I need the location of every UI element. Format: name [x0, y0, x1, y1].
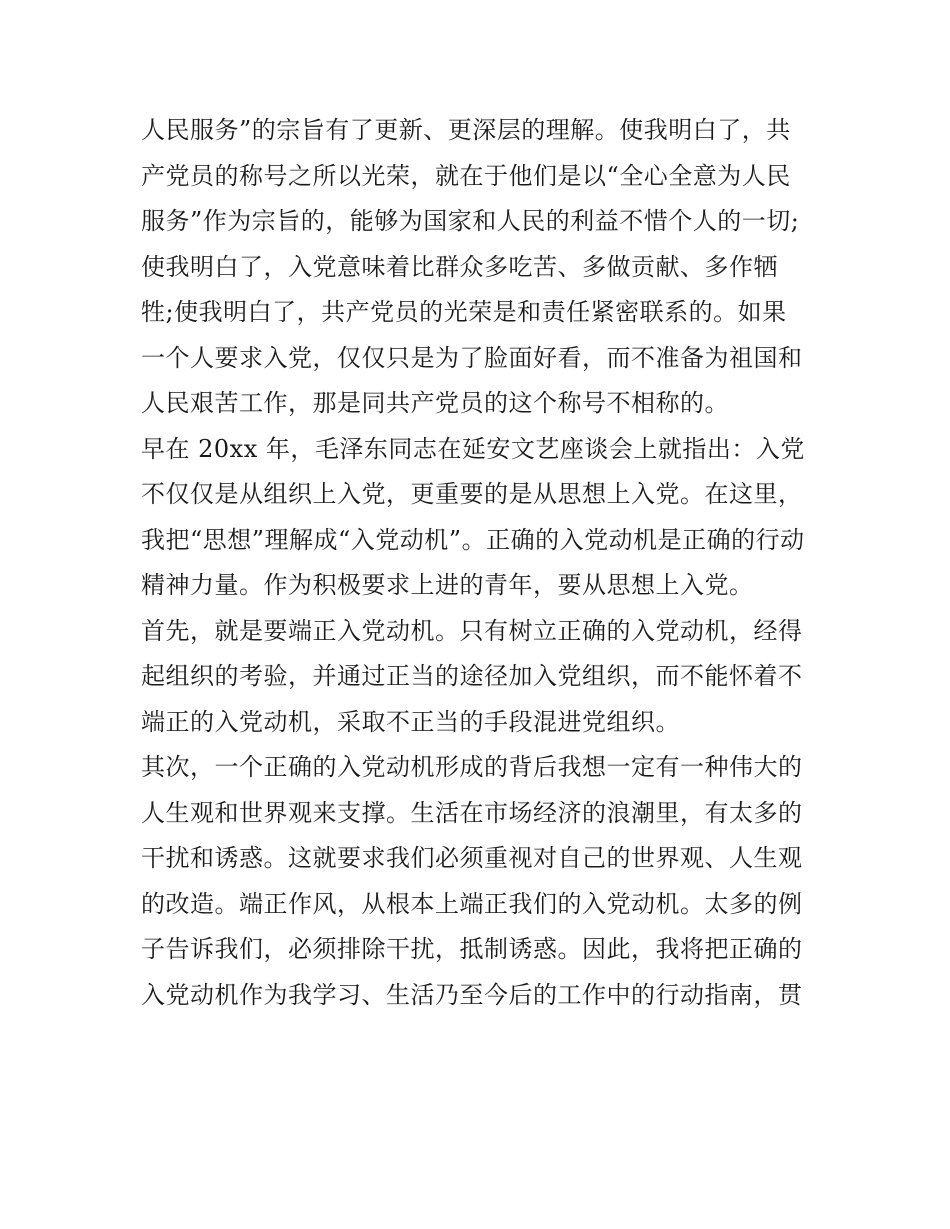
text-line: 其次，一个正确的入党动机形成的背后我想一定有一种伟大的 — [141, 753, 803, 781]
document-body — [141, 108, 813, 1018]
text-line: 入党动机作为我学习、生活乃至今后的工作中的行动指南，贯 — [141, 980, 803, 1009]
text-line: 使我明白了，入党意味着比群众多吃苦、多做贡献、多作牺 — [141, 252, 778, 281]
text-line: 干扰和诱惑。这就要求我们必须重视对自己的世界观、人生观 — [141, 844, 803, 872]
paragraph-4 — [141, 745, 813, 1018]
text-line: 不仅仅是从组织上入党，更重要的是从思想上入党。在这里， — [141, 480, 803, 508]
text-line: 人民服务”的宗旨有了更新、更深层的理解。使我明白了，共 — [141, 116, 791, 144]
paragraph-2 — [141, 427, 813, 609]
text-line: 起组织的考验，并通过正当的途径加入党组织，而不能怀着不 — [141, 662, 803, 690]
text-line: 我把“思想”理解成“入党动机”。正确的入党动机是正确的行动 — [141, 525, 805, 554]
text-line: 的改造。端正作风，从根本上端正我们的入党动机。太多的例 — [141, 889, 803, 918]
text-line: 端正的入党动机，采取不正当的手段混进党组织。 — [141, 707, 680, 736]
text-line: 牲;使我明白了，共产党员的光荣是和责任紧密联系的。如果 — [141, 298, 787, 326]
text-line: 早在 20xx 年，毛泽东同志在延安文艺座谈会上就指出：入党 — [141, 434, 805, 463]
text-line: 首先，就是要端正入党动机。只有树立正确的入党动机，经得 — [141, 616, 803, 645]
text-line: 一个人要求入党，仅仅只是为了脸面好看，而不准备为祖国和 — [141, 343, 803, 372]
text-line: 服务”作为宗旨的，能够为国家和人民的利益不惜个人的一切; — [141, 207, 800, 235]
paragraph-3 — [141, 609, 813, 746]
text-line: 子告诉我们，必须排除干扰，抵制诱惑。因此，我将把正确的 — [141, 935, 803, 963]
paragraph-1 — [141, 108, 813, 427]
text-line: 人生观和世界观来支撑。生活在市场经济的浪潮里，有太多的 — [141, 798, 803, 827]
text-line: 人民艰苦工作，那是同共产党员的这个称号不相称的。 — [141, 389, 729, 417]
text-line: 产党员的称号之所以光荣，就在于他们是以“全心全意为人民 — [141, 161, 791, 190]
text-line: 精神力量。作为积极要求上进的青年，要从思想上入党。 — [141, 571, 754, 599]
